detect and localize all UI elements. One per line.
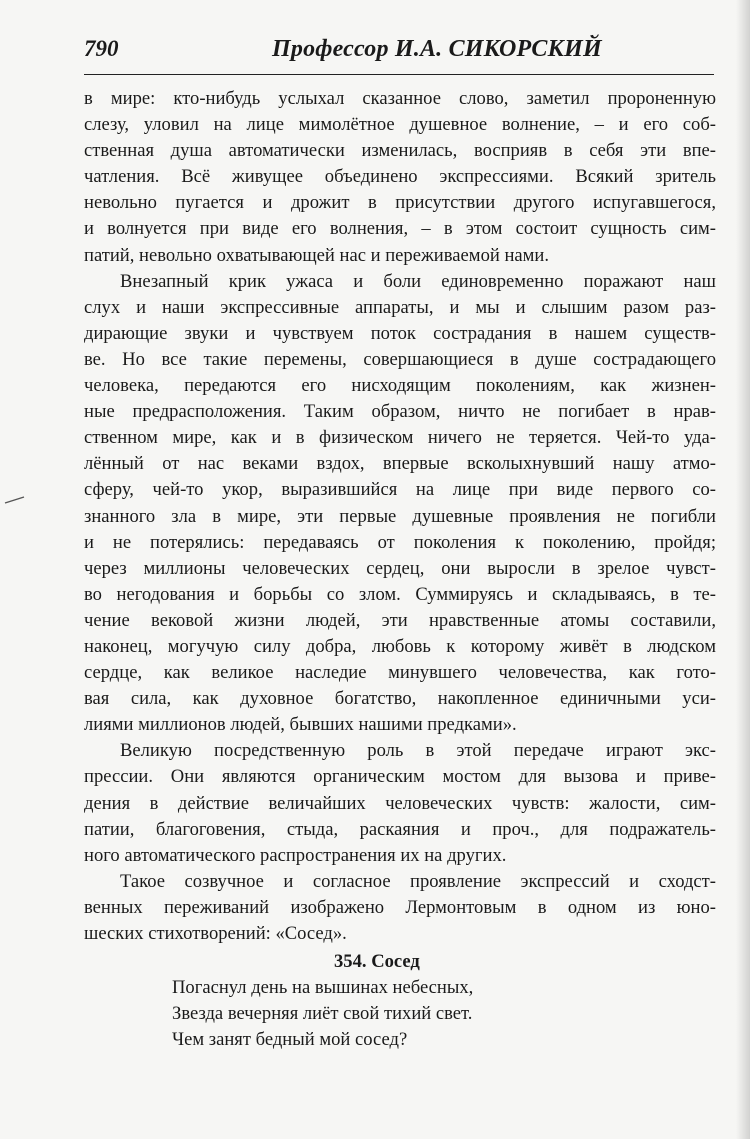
page-number: 790 [84,36,119,61]
text-line: лённый от нас веками вздох, впервые всколыхнувший нашу атмо- [84,453,716,475]
paragraph [84,269,716,739]
body-text [84,86,716,947]
poem-title: 354. Сосед [334,951,420,972]
text-line: патии, благоговения, стыда, раскаяния и проч., для подражатель- [84,818,716,840]
poem-line: Чем занят бедный мой сосед? [172,1029,408,1050]
text-line: в мире: кто-нибудь услыхал сказанное слово, заметил пророненную [84,88,716,109]
text-line: Такое созвучное и согласное проявление экспрессий и сходст- [120,870,716,892]
text-line: ве. Но все такие перемены, совершающиеся в душе сострадающего [84,348,716,370]
text-line: сердце, как великое наследие минувшего человечества, как гото- [84,662,716,684]
text-line: лиями миллионов людей, бывших нашими предками». [84,714,517,736]
text-line: шеских стихотворений: «Сосед». [84,923,347,944]
text-line: слух и наши экспрессивные аппараты, и мы и слышим разом раз- [84,296,716,318]
text-line: невольно пугается и дрожит в присутствии другого испугавшегося, [84,192,716,214]
paragraph [84,738,716,868]
paragraph [84,86,716,269]
page-header [84,36,712,76]
text-line: дирающие звуки и чувствуем поток сострадания в нашем существ- [84,322,716,344]
text-line: и волнуется при виде его волнения, – в этом состоит сущность сим- [84,218,716,240]
text-line: прессии. Они являются органическим мостом для вызова и приве- [84,766,716,788]
text-line: чение вековой жизни людей, эти нравственные атомы составили, [84,609,716,631]
text-line: ные предрасположения. Таким образом, ничто не погибает в нрав- [84,401,716,423]
text-line: через миллионы человеческих сердец, они выросли в зрелое чувст- [84,557,716,579]
margin-pencil-mark [4,494,26,506]
text-line: патий, невольно охватывающей нас и переживаемой нами. [84,244,550,266]
poem-line: Погаснул день на вышинах небесных, [172,977,474,998]
paragraph [84,869,716,947]
poem [172,975,473,1053]
text-line: венных переживаний изображено Лермонтовым в одном из юно- [84,896,716,918]
text-line: сферу, чей-то укор, выразившийся на лице при виде первого со- [84,479,716,501]
text-line: знанного зла в мире, эти первые душевные проявления не погибли [84,505,716,527]
text-line: ного автоматического распространения их на других. [84,844,507,866]
text-line: дения в действие величайших человеческих чувств: жалости, сим- [84,792,716,814]
text-line: вая сила, как духовное богатство, накопленное единичными уси- [84,688,716,710]
text-line: ственная душа автоматически изменилась, восприяв в себя эти впе- [84,140,716,162]
text-line: чатления. Всё живущее объединено экспрессиями. Всякий зритель [84,166,716,188]
running-head: Профессор И.А. СИКОРСКИЙ [272,36,602,62]
text-line: Великую посредственную роль в этой передаче играют экс- [120,740,716,762]
text-line: и не потерялись: передаваясь от поколения к поколению, пройдя; [84,531,716,553]
text-line: слезу, уловил на лице мимолётное душевное волнение, – и его соб- [84,114,716,136]
text-line: человека, передаются его нисходящим поколениям, как жизнен- [84,375,716,397]
page-edge-shadow [736,0,750,1139]
text-line: во негодования и борьбы со злом. Суммируясь и складываясь, в те- [84,583,716,605]
poem-line: Звезда вечерняя лиёт свой тихий свет. [172,1003,473,1024]
text-line: ственном мире, как и в физическом ничего не теряется. Чей-то уда- [84,427,716,449]
header-rule [84,74,714,75]
text-line: Внезапный крик ужаса и боли единовременно поражают наш [120,270,716,292]
text-line: наконец, могучую силу добра, любовь к которому живёт в людском [84,635,716,657]
